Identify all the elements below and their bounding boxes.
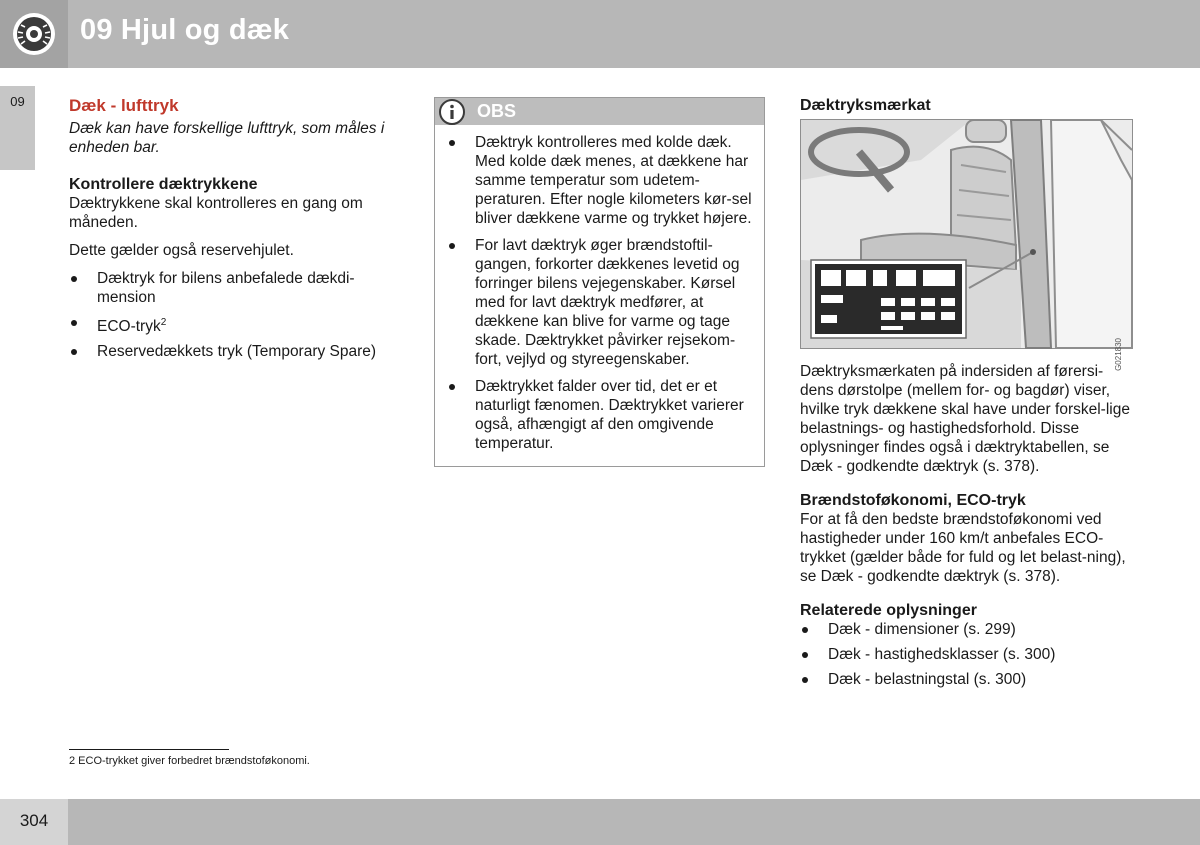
related-link[interactable]: [800, 670, 1134, 689]
chapter-side-tab: [0, 86, 35, 170]
page-number: 304: [19, 811, 49, 830]
label-heading: Dæktryksmærkat: [800, 97, 931, 114]
section-intro: Dæk kan have forskellige lufttryk, som måles i enheden bar.: [69, 120, 385, 156]
bullet-icon: [449, 243, 455, 249]
related-heading: Relaterede oplysninger: [800, 602, 977, 619]
chapter-number: 09: [10, 94, 25, 109]
list-item: [69, 342, 399, 361]
related-link[interactable]: [800, 620, 1134, 639]
bullet-icon: [71, 320, 77, 326]
bullet-icon: [449, 384, 455, 390]
footnote-ref[interactable]: 2: [160, 317, 167, 328]
car-interior-illustration: [801, 120, 1132, 348]
list-item: [447, 236, 754, 369]
obs-list: [435, 125, 764, 453]
right-column: [800, 96, 1134, 695]
spare-text: Dette gælder også reservehjulet.: [69, 242, 294, 259]
info-icon: [437, 98, 467, 128]
chapter-title: 09 Hjul og dæk: [80, 14, 290, 46]
list-item-text: ECO-tryk: [97, 318, 161, 336]
obs-note-box: [434, 97, 765, 467]
list-item-text: Reservedækkets tryk (Temporary Spare): [97, 343, 377, 361]
related-link[interactable]: [800, 645, 1134, 664]
eco-heading: Brændstoføkonomi, ECO-tryk: [800, 492, 1026, 509]
list-item: [447, 377, 754, 453]
section-title: Dæk - lufttryk: [69, 96, 179, 115]
related-link-text[interactable]: Dæk - hastighedsklasser (s. 300): [828, 646, 1056, 663]
bullet-icon: [71, 276, 77, 282]
check-heading: Kontrollere dæktrykkene: [69, 176, 258, 193]
related-link-text[interactable]: Dæk - belastningstal (s. 300): [828, 671, 1027, 688]
left-column: [69, 96, 399, 367]
pressure-list: [69, 269, 399, 361]
bullet-icon: [802, 677, 808, 683]
list-item-text: Dæktryk kontrolleres med kolde dæk. Med kolde dæk menes, at dækkene har samme temperatur som udetem-peraturen. Efter nogle kilometers kør-sel bliver dækkene varme og trykket højere.: [475, 134, 752, 227]
header-icon-tab: [0, 0, 68, 68]
list-item-text: Dæktrykket falder over tid, det er et naturligt fænomen. Dæktrykket varierer også, afhængigt af den omgivende temperatur.: [475, 378, 744, 452]
obs-label: OBS: [477, 101, 517, 121]
tire-icon: [12, 12, 56, 56]
label-text: Dæktryksmærkaten på indersiden af førersi-dens dørstolpe (mellem for- og bagdør) viser, hvilke tryk dækkene skal have under forskel-lige belastnings- og hastighedsforhold. Disse oplysninger findes også i dæktryktabellen, se Dæk - godkendte dæktryk (s. 378).: [800, 363, 1130, 475]
bullet-icon: [802, 627, 808, 633]
list-item-text: Dæktryk for bilens anbefalede dækdi-mension: [97, 270, 355, 306]
footnote-rule: [69, 749, 229, 750]
page-header: [0, 0, 1200, 68]
bullet-icon: [71, 349, 77, 355]
tire-label-figure: [800, 119, 1133, 371]
figure-code: G021830: [1114, 338, 1123, 371]
bullet-icon: [802, 652, 808, 658]
list-item: [69, 269, 399, 307]
footnote: 2 ECO-trykket giver forbedret brændstoføkonomi.: [69, 755, 310, 767]
check-text: Dæktrykkene skal kontrolleres en gang om måneden.: [69, 195, 363, 231]
related-list: [800, 620, 1134, 689]
related-link-text[interactable]: Dæk - dimensioner (s. 299): [828, 621, 1016, 638]
eco-text: For at få den bedste brændstoføkonomi ved hastigheder under 160 km/t anbefales ECO-trykket (gælder både for fuld og let belast-ning), se Dæk - godkendte dæktryk (s. 378).: [800, 511, 1126, 585]
list-item: [447, 133, 754, 228]
list-item-text: For lavt dæktryk øger brændstoftil-gangen, forkorter dækkenes levetid og forringer bilens vejegenskaber. Kørsel med for lavt dæktryk medfører, at dækkene kan blive for varme og tage skade. Dæktrykket påvirker rejsekom-fort, vejlyd og styreegenskaber.: [475, 237, 740, 368]
bullet-icon: [449, 140, 455, 146]
obs-header: [435, 98, 764, 125]
list-item: [69, 313, 399, 336]
page-number-tab: [0, 799, 68, 845]
page-footer: [0, 799, 1200, 845]
